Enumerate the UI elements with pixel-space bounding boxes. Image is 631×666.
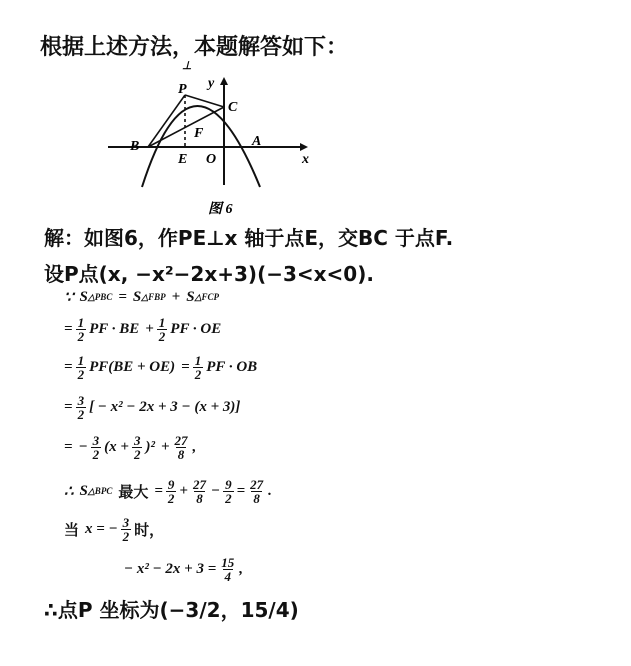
polynomial: − x² − 2x + 3 = bbox=[124, 561, 217, 577]
subscript-pbc: △PBC bbox=[87, 292, 113, 302]
math-line-8 bbox=[124, 556, 243, 583]
label-x: x bbox=[302, 152, 309, 167]
fraction-15-4: $\frac{15}{4}$ bbox=[221, 555, 235, 584]
label-c: C bbox=[228, 100, 238, 115]
equals: = bbox=[236, 483, 246, 499]
heading-text: 根据上述方法，本题解答如下： bbox=[40, 35, 349, 60]
fraction-9-2: $\frac{9}{2}$ bbox=[167, 477, 175, 506]
fraction-three-halves: $\frac{3}{2}$ bbox=[133, 433, 141, 462]
plus: + bbox=[160, 439, 170, 455]
comma: , bbox=[239, 561, 244, 577]
equals: = bbox=[64, 321, 73, 337]
x-equals: x = − bbox=[85, 521, 118, 537]
math-line-2 bbox=[64, 316, 221, 343]
fraction-three-halves: $\frac{3}{2}$ bbox=[92, 433, 100, 462]
subscript-fbp: △FBP bbox=[141, 292, 166, 302]
fraction-half: $\frac{1}{2}$ bbox=[77, 353, 85, 382]
segment-pb bbox=[148, 95, 185, 147]
fraction-27-8: $\frac{27}{8}$ bbox=[250, 477, 264, 506]
max-word: 最大 bbox=[118, 483, 149, 501]
math-line-5 bbox=[64, 434, 196, 461]
period: . bbox=[268, 483, 272, 499]
label-e: E bbox=[178, 152, 188, 167]
area-symbol: S bbox=[186, 289, 195, 305]
label-b: B bbox=[130, 139, 140, 154]
math-line-7 bbox=[64, 516, 164, 543]
subscript-fcp: △FCP bbox=[194, 292, 220, 302]
final-answer: ∴点P 坐标为(−3/2，15/4) bbox=[44, 598, 299, 622]
fraction-three-halves: $\frac{3}{2}$ bbox=[122, 515, 130, 544]
equals: = bbox=[118, 289, 127, 305]
area-symbol: S bbox=[79, 289, 88, 305]
bracket-expression: [ − x² − 2x + 3 − (x + 3)] bbox=[89, 399, 241, 415]
fraction-27-8: $\frac{27}{8}$ bbox=[192, 477, 206, 506]
comma: , bbox=[192, 439, 197, 455]
plus: + bbox=[171, 289, 181, 305]
fraction-three-halves: $\frac{3}{2}$ bbox=[77, 393, 85, 422]
parabola-figure bbox=[100, 55, 320, 220]
figure-caption: 图 6 bbox=[208, 202, 233, 217]
area-symbol: S bbox=[79, 483, 88, 499]
label-f: F bbox=[194, 126, 204, 141]
therefore-symbol: ∴ bbox=[64, 484, 74, 500]
minus: − bbox=[78, 439, 88, 455]
pf-ob: PF · OB bbox=[206, 359, 258, 375]
segment-bc bbox=[148, 107, 224, 147]
math-line-6 bbox=[64, 478, 272, 505]
y-axis-arrow bbox=[220, 77, 228, 85]
fraction-half: $\frac{1}{2}$ bbox=[194, 353, 202, 382]
time-word: 时， bbox=[134, 521, 165, 539]
fraction-9-2: $\frac{9}{2}$ bbox=[225, 477, 232, 506]
solution-line-2: 设P点(x, −x²−2x+3)(−3<x<0). bbox=[44, 262, 374, 286]
label-o: O bbox=[206, 152, 217, 167]
segment-pc bbox=[185, 95, 224, 107]
fraction-half: $\frac{1}{2}$ bbox=[77, 315, 85, 344]
math-line-1 bbox=[64, 288, 219, 307]
pf-be: PF · BE bbox=[89, 321, 140, 337]
math-line-4 bbox=[64, 394, 240, 421]
when-word: 当 bbox=[64, 521, 80, 539]
equals: = bbox=[154, 483, 163, 499]
label-a: A bbox=[252, 134, 262, 149]
paren-close: )² bbox=[145, 439, 155, 455]
pf-oe: PF · OE bbox=[170, 321, 222, 337]
plus: + bbox=[145, 321, 154, 337]
equals: = bbox=[64, 359, 73, 375]
plus: + bbox=[179, 483, 188, 499]
equals: = bbox=[181, 359, 190, 375]
area-symbol: S bbox=[132, 289, 142, 305]
x-axis-arrow bbox=[300, 143, 308, 151]
solution-line-1: 解：如图6，作PE⊥x 轴于点E，交BC 于点F. bbox=[44, 226, 454, 250]
subscript-bpc: △BPC bbox=[87, 486, 113, 496]
fraction-half: $\frac{1}{2}$ bbox=[158, 315, 166, 344]
equals: = bbox=[64, 399, 73, 415]
pf-sum: PF(BE + OE) bbox=[89, 359, 176, 375]
math-line-3 bbox=[64, 354, 257, 381]
because-symbol: ∵ bbox=[64, 290, 74, 306]
fraction-27-8: $\frac{27}{8}$ bbox=[174, 433, 188, 462]
label-y: y bbox=[208, 76, 215, 91]
minus: − bbox=[210, 483, 221, 499]
label-p: P bbox=[178, 82, 187, 97]
label-perp: ⊥ bbox=[182, 60, 192, 72]
equals: = bbox=[64, 439, 73, 455]
paren-open: (x + bbox=[104, 439, 129, 455]
